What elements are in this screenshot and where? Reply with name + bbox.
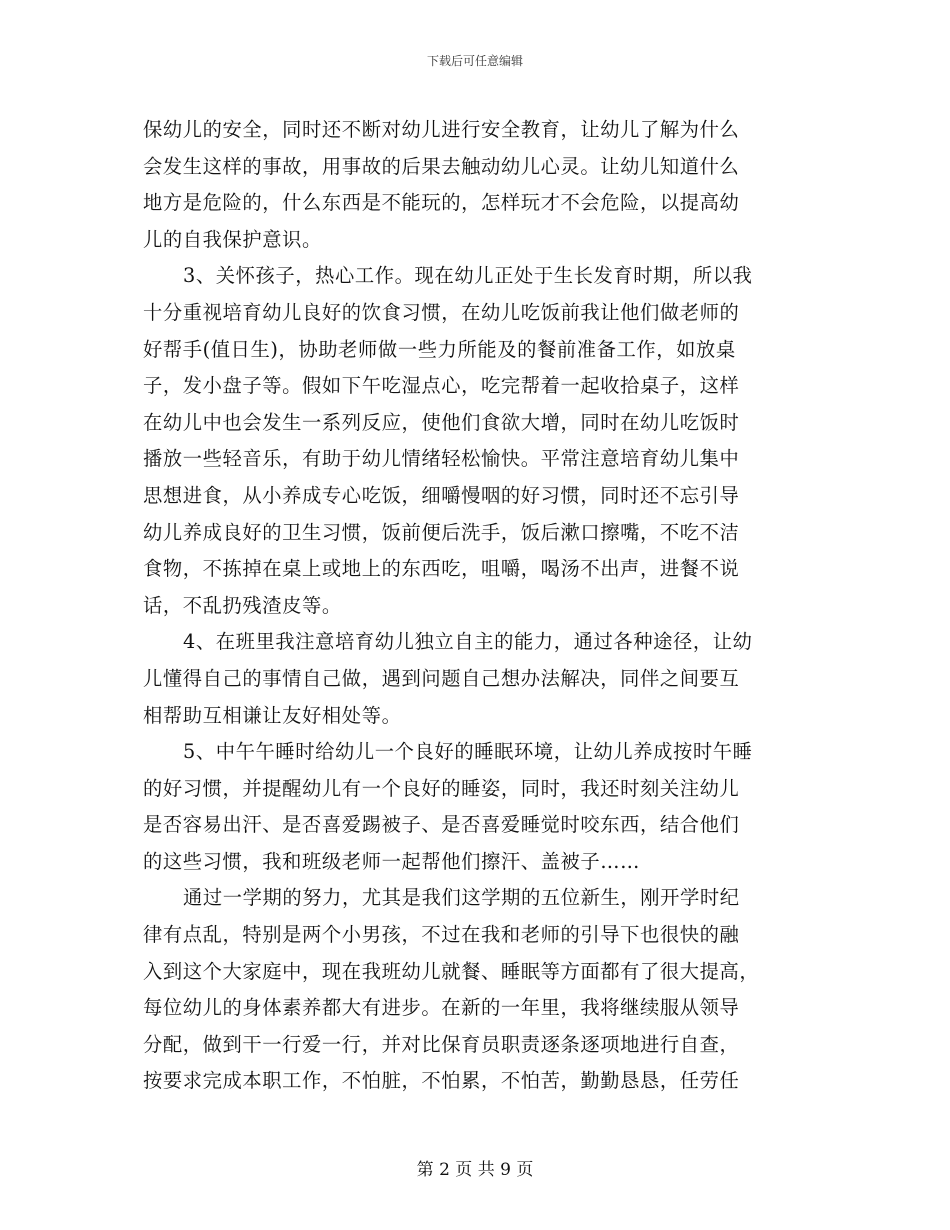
text-line: 幼儿养成良好的卫生习惯，饭前便后洗手，饭后漱口擦嘴，不吃不洁 [143, 520, 740, 544]
text-line: 子，发小盘子等。假如下午吃湿点心，吃完帮着一起收拾桌子，这样 [143, 374, 740, 398]
text-line: 的好习惯，并提醒幼儿有一个良好的睡姿，同时，我还时刻关注幼儿 [143, 776, 740, 800]
text-line: 儿懂得自己的事情自己做，遇到问题自己想办法解决，同伴之间要互 [143, 666, 740, 690]
text-line: 5、中午午睡时给幼儿一个良好的睡眠环境，让幼儿养成按时午睡 [183, 740, 753, 764]
text-line: 在幼儿中也会发生一系列反应，使他们食欲大增，同时在幼儿吃饭时 [143, 410, 740, 434]
text-line: 按要求完成本职工作，不怕脏，不怕累，不怕苦，勤勤恳恳，任劳任 [143, 1069, 740, 1093]
text-line: 会发生这样的事故，用事故的后果去触动幼儿心灵。让幼儿知道什么 [143, 154, 740, 178]
text-line: 播放一些轻音乐，有助于幼儿情绪轻松愉快。平常注意培育幼儿集中 [143, 447, 740, 471]
text-line: 食物，不拣掉在桌上或地上的东西吃，咀嚼，喝汤不出声，进餐不说 [143, 557, 740, 581]
body-text [143, 112, 807, 1100]
page-footer: 第 2 页 共 9 页 [416, 1160, 534, 1180]
text-line: 的这些习惯，我和班级老师一起帮他们擦汗、盖被子…… [143, 849, 641, 873]
text-line: 是否容易出汗、是否喜爱踢被子、是否喜爱睡觉时咬东西，结合他们 [143, 813, 740, 837]
text-line: 3、关怀孩子，热心工作。现在幼儿正处于生长发育时期，所以我 [183, 264, 753, 288]
text-line: 好帮手(值日生)，协助老师做一些力所能及的餐前准备工作，如放桌 [143, 337, 736, 361]
text-line: 思想进食，从小养成专心吃饭，细嚼慢咽的好习惯，同时还不忘引导 [143, 483, 740, 507]
text-line: 入到这个大家庭中，现在我班幼儿就餐、睡眠等方面都有了很大提高， [143, 959, 760, 983]
page-header: 下载后可任意编辑 [426, 54, 523, 68]
text-line: 儿的自我保护意识。 [143, 227, 322, 251]
text-line: 地方是危险的，什么东西是不能玩的，怎样玩才不会危险，以提高幼 [143, 191, 740, 215]
text-line: 分配，做到干一行爱一行，并对比保育员职责逐条逐项地进行自查， [143, 1032, 740, 1056]
text-line: 每位幼儿的身体素养都大有进步。在新的一年里，我将继续服从领导 [143, 996, 740, 1020]
text-line: 4、在班里我注意培育幼儿独立自主的能力，通过各种途径，让幼 [183, 630, 753, 654]
text-line: 律有点乱，特别是两个小男孩，不过在我和老师的引导下也很快的融 [143, 923, 740, 947]
text-line: 通过一学期的努力，尤其是我们这学期的五位新生，刚开学时纪 [183, 886, 740, 910]
text-line: 保幼儿的安全，同时还不断对幼儿进行安全教育，让幼儿了解为什么 [143, 118, 740, 141]
text-line: 话，不乱扔残渣皮等。 [143, 593, 342, 617]
text-line: 十分重视培育幼儿良好的饮食习惯，在幼儿吃饭前我让他们做老师的 [143, 300, 740, 324]
text-line: 相帮助互相谦让友好相处等。 [143, 703, 402, 727]
